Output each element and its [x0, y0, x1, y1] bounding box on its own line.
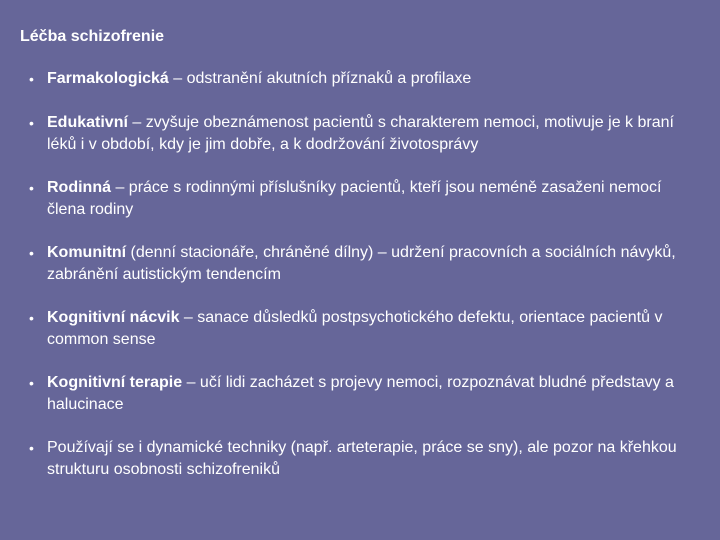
bullet-text	[47, 242, 702, 286]
bullet-text	[47, 307, 702, 351]
bullet-term: Edukativní	[47, 114, 128, 131]
bullet-term: Kognitivní nácvik	[47, 309, 180, 326]
bullet-text	[47, 437, 702, 481]
bullet-description: – odstranění akutních příznaků a profilaxe	[168, 70, 472, 87]
bullet-description: Používají se i dynamické techniky (např. arteterapie, práce se sny), ale pozor na křehkou strukturu osobnosti schizofreniků	[47, 439, 677, 478]
bullet-description: – práce s rodinnými příslušníky pacientů, kteří jsou neméně zasaženi nemocí člena rodiny	[47, 179, 662, 218]
bullet-term: Komunitní	[47, 244, 127, 261]
bullet-icon: •	[29, 310, 34, 326]
bullet-icon: •	[29, 115, 34, 131]
bullet-term: Rodinná	[47, 179, 111, 196]
bullet-icon: •	[29, 375, 34, 391]
bullet-icon: •	[29, 180, 34, 196]
bullet-text	[47, 68, 702, 90]
bullet-description: – učí lidi zacházet s projevy nemoci, rozpoznávat bludné představy a halucinace	[47, 374, 674, 413]
bullet-icon: •	[29, 440, 34, 456]
bullet-icon: •	[29, 71, 34, 87]
bullet-text	[47, 112, 702, 156]
bullet-text	[47, 372, 702, 416]
bullet-description: – zvyšuje obeznámenost pacientů s charakterem nemoci, motivuje je k braní léků i v období, kdy je jim dobře, a k dodržování životosprávy	[47, 114, 674, 153]
bullet-icon: •	[29, 245, 34, 261]
bullet-term: Kognitivní terapie	[47, 374, 183, 391]
bullet-term: Farmakologická	[47, 70, 169, 87]
bullet-description: – sanace důsledků postpsychotického defektu, orientace pacientů v common sense	[47, 309, 663, 348]
bullet-description: (denní stacionáře, chráněné dílny) – udržení pracovních a sociálních návyků, zabránění autistickým tendencím	[47, 244, 676, 283]
slide-title: Léčba schizofrenie	[20, 28, 165, 45]
bullet-text	[47, 177, 702, 221]
